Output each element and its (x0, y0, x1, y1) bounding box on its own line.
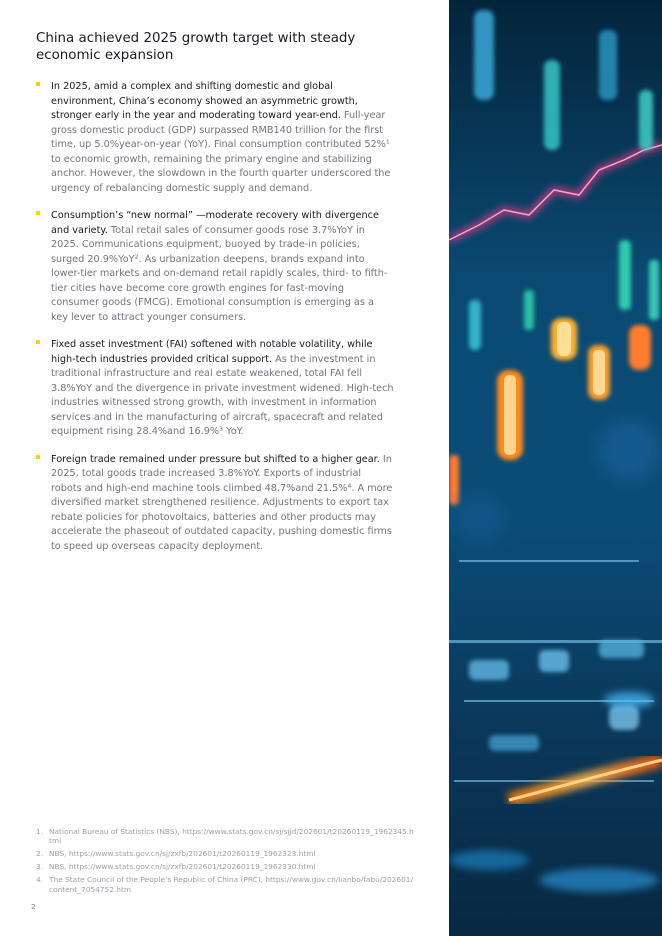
footnote-number: 3. (36, 862, 44, 872)
bullet-body: As the investment in traditional infrastructure and real estate weakened, total FAI fell 3.8%YoY and the divergence in private investment widened. High-tech industries witnessed strong growth, with investment in information services and in the manufacturing of aircraft, spacecraft and related equipment rising 28.4%and 16.9%³ YoY. (51, 353, 394, 437)
bullet-marker-icon (36, 455, 40, 459)
bullet-item-investment (36, 338, 394, 440)
page-title: China achieved 2025 growth target with steady economic expansion (36, 31, 356, 63)
footnote-text: NBS, https://www.stats.gov.cn/sj/zxfb/202601/t20260119_1962330.html (49, 862, 316, 872)
bullet-body: In 2025, total goods trade increased 3.8%YoY. Exports of industrial robots and high-end machine tools climbed 48.7%and 21.5%⁴. A more diversified market strengthened resilience. Adjustments to export tax rebate policies for photovoltaics, batteries and other products may accelerate the phaseout of outdated capacity, pushing domestic firms to speed up overseas capacity deployment. (51, 453, 393, 552)
stock-market-photo (449, 0, 662, 936)
footnote (36, 862, 416, 871)
bullet-item-consumption (36, 209, 394, 325)
footnote-text: The State Council of the People’s Republic of China (PRC), https://www.gov.cn/lianbo/fabu/202601/content_7054752.htm (49, 875, 413, 894)
stock-market-photo-art (449, 0, 662, 936)
bullet-lead: In 2025, amid a complex and shifting domestic and global environment, China’s economy showed an asymmetric growth, stronger early in the year and moderating toward year-end. (51, 81, 358, 121)
footnote-number: 1. (36, 827, 44, 836)
footnote-text: National Bureau of Statistics (NBS), https://www.stats.gov.cn/sj/sjjd/202601/t20260119_1962345.html (49, 827, 414, 846)
footnote (36, 875, 416, 894)
footnote-text: NBS, https://www.stats.gov.cn/sj/zxfb/202601/t20260119_1962323.html (49, 849, 316, 859)
bullet-lead: Foreign trade remained under pressure but shifted to a higher gear. (51, 453, 380, 465)
bullet-lead: Fixed asset investment (FAI) softened with notable volatility, while high-tech industries provided critical support. (51, 339, 373, 365)
bullet-body: Total retail sales of consumer goods rose 3.7%YoY in 2025. Communications equipment, buoyed by trade-in policies, surged 20.9%YoY². As urbanization deepens, brands expand into lower-tier markets and on-demand retail rapidly scales, third- to fifth-tier cities have become core growth engines for fast-moving consumer goods (FMCG). Emotional consumption is emerging as a key lever to attract younger consumers. (51, 224, 388, 323)
bullet-list (36, 80, 394, 554)
bullet-item-gdp (36, 80, 394, 196)
page-number: 2 (31, 902, 36, 911)
bullet-marker-icon (36, 340, 40, 344)
bullet-lead: Consumption’s “new normal” —moderate recovery with divergence and variety. (51, 210, 379, 236)
footnote-number: 4. (36, 875, 44, 885)
footnote-number: 2. (36, 849, 44, 859)
main-content (36, 30, 394, 567)
footnotes (36, 827, 416, 898)
bullet-body: Full-year gross domestic product (GDP) surpassed RMB140 trillion for the first time, up 5.0%year-on-year (YoY). Final consumption contributed 52%¹ to economic growth, remaining the primary engine and stabilizing anchor. However, the slowdown in the fourth quarter underscored the urgency of rebalancing domestic supply and demand. (51, 110, 391, 194)
bullet-marker-icon (36, 211, 40, 215)
bullet-item-trade (36, 453, 394, 555)
footnote (36, 827, 416, 846)
footnote (36, 849, 416, 858)
bullet-marker-icon (36, 82, 40, 86)
